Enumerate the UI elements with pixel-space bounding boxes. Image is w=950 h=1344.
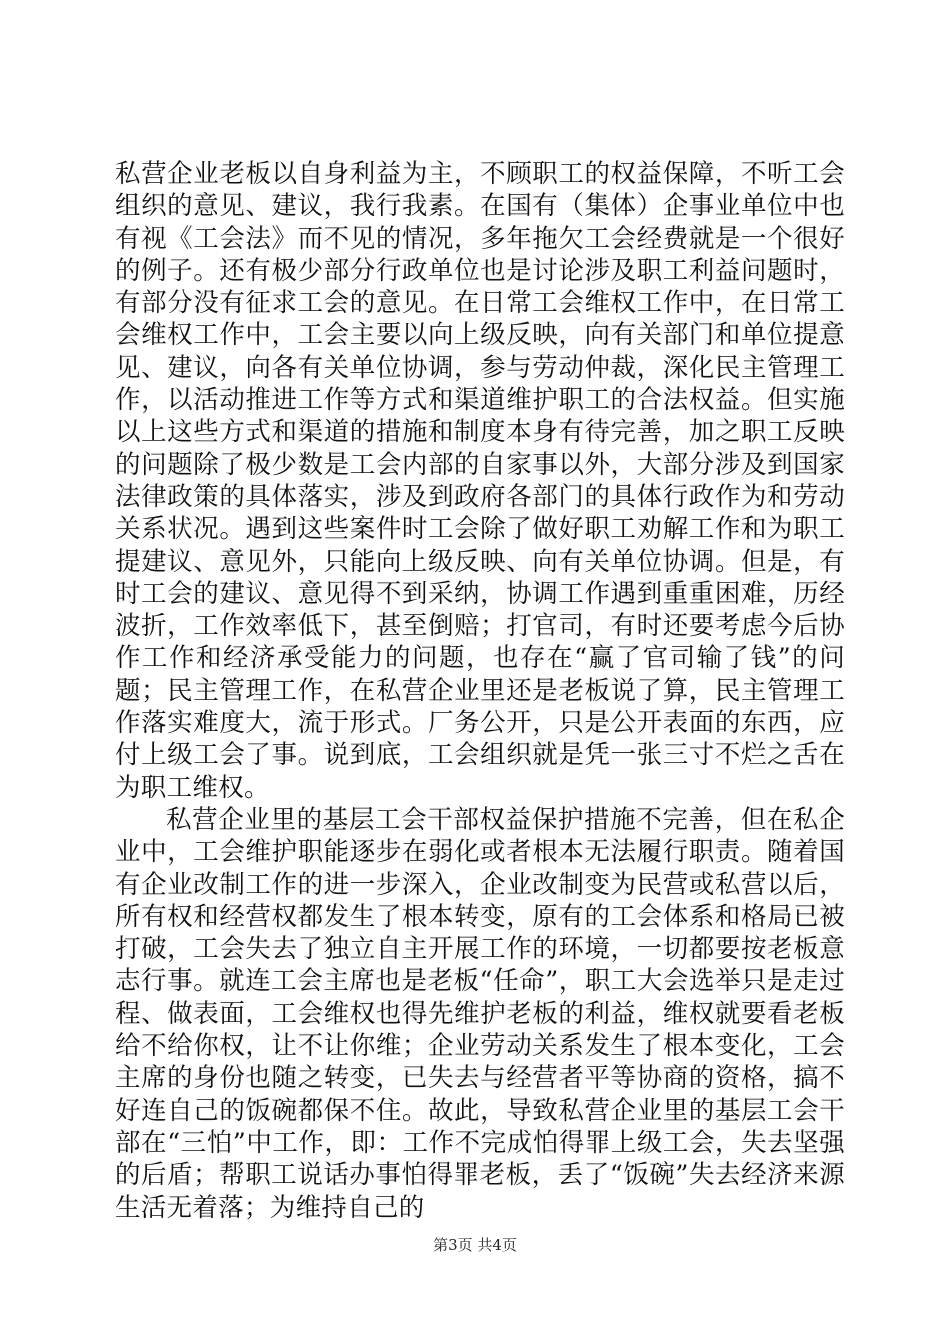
page-footer: 第3页 共4页 [433,1236,517,1254]
paragraph-1: 私营企业老板以自身利益为主，不顾职工的权益保障，不听工会组织的意见、建议，我行我素。在国有（集体）企事业单位中也有视《工会法》而不见的情况，多年拖欠工会经费就是一个很好的例子。还有极少部分行政单位也是讨论涉及职工利益问题时，有部分没有征求工会的意见。在日常工会维权工作中，在日常工会维权工作中，工会主要以向上级反映，向有关部门和单位提意见、建议，向各有关单位协调，参与劳动仲裁，深化民主管理工作，以活动推进工作等方式和渠道维护职工的合法权益。但实施以上这些方式和渠道的措施和制度本身有待完善，加之职工反映的问题除了极少数是工会内部的自家事以外，大部分涉及到国家法律政策的具体落实，涉及到政府各部门的具体行政作为和劳动关系状况。遇到这些案件时工会除了做好职工劝解工作和为职工提建议、意见外，只能向上级反映、向有关单位协调。但是，有时工会的建议、意见得不到采纳，协调工作遇到重重困难，历经波折，工作效率低下，甚至倒赔；打官司，有时还要考虑今后协作工作和经济承受能力的问题，也存在“赢了官司输了钱”的问题；民主管理工作，在私营企业里还是老板说了算，民主管理工作落实难度大，流于形式。厂务公开，只是公开表面的东西，应付上级工会了事。说到底，工会组织就是凭一张三寸不烂之舌在为职工维权。 [115,159,845,803]
paragraph-2: 私营企业里的基层工会干部权益保护措施不完善，但在私企业中，工会维护职能逐步在弱化或者根本无法履行职责。随着国有企业改制工作的进一步深入，企业改制变为民营或私营以后，所有权和经营权都发生了根本转变，原有的工会体系和格局已被打破，工会失去了独立自主开展工作的环境，一切都要按老板意志行事。就连工会主席也是老板“任命”，职工大会选举只是走过程、做表面，工会维权也得先维护老板的利益，维权就要看老板给不给你权，让不让你维；企业劳动关系发生了根本变化，工会主席的身份也随之转变，已失去与经营者平等协商的资格，搞不好连自己的饭碗都保不住。故此，导致私营企业里的基层工会干部在“三怕”中工作，即：工作不完成怕得罪上级工会，失去坚强的后盾；帮职工说话办事怕得罪老板，丢了“饭碗”失去经济来源生活无着落；为维持自己的 [115,804,845,1223]
document-body [115,158,845,1224]
